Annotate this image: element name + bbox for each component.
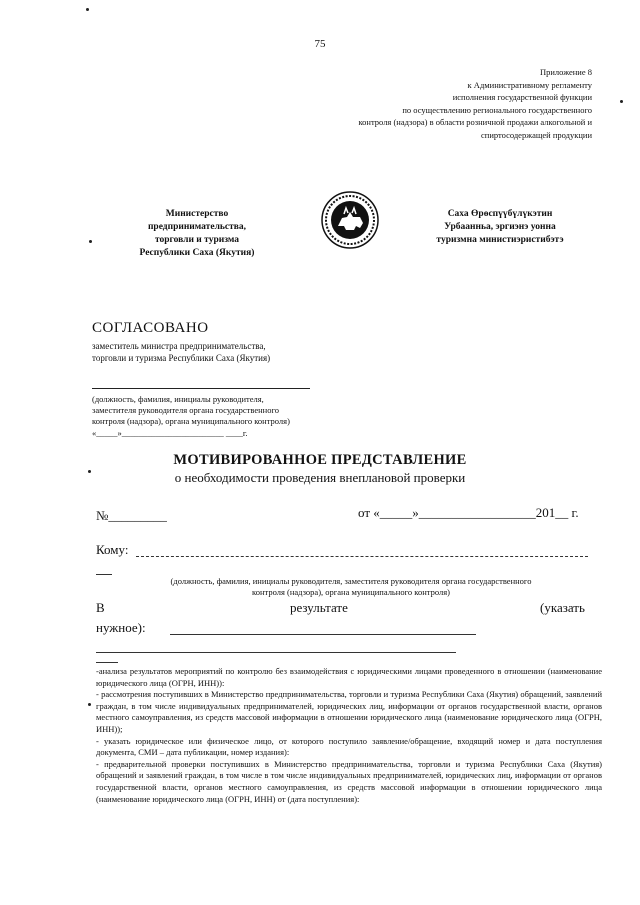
blank-line-short xyxy=(96,662,118,663)
ministry-name-sakha xyxy=(410,208,590,247)
body-paragraph: - указать юридическое или физическое лицо, от которого поступило заявление/обращение, входящий номер и дата поступления документа, СМИ – дата публикации, номер издания): xyxy=(96,735,602,758)
scan-speck xyxy=(86,8,89,11)
signature-caption-line: заместителя руководителя органа государственного xyxy=(92,405,279,415)
needed-line xyxy=(170,634,476,635)
appendix-line: контроля (надзора) в области розничной продажи алкогольной и xyxy=(358,117,592,127)
result-word: результате xyxy=(290,600,348,615)
recipient-line xyxy=(136,556,588,557)
ministry-sah-line: туризмна министиэристибэтэ xyxy=(436,235,564,245)
document-subtitle: о необходимости проведения внеплановой проверки xyxy=(174,470,466,485)
document-title: МОТИВИРОВАННОЕ ПРЕДСТАВЛЕНИЕ xyxy=(173,452,467,468)
appendix-line: исполнения государственной функции xyxy=(452,92,592,102)
ministry-ru-line: предпринимательства, xyxy=(147,222,247,232)
signature-line xyxy=(92,388,310,389)
appendix-line: по осуществлению регионального государственного xyxy=(402,104,592,115)
appendix-header xyxy=(262,66,592,141)
signature-caption-line: контроля (надзора), органа муниципального контроля) xyxy=(92,416,290,426)
body-paragraph: - предварительной проверки поступивших в Министерство предпринимательства, торговли и туризма Республики Саха (Якутия) обращений и заявлений граждан, в том числе в том числе индивидуальных предпринимателей, юридических лиц, информации от органов государственной власти, органов местного самоуправления, из средств массовой информации в отношении юридического лица (наименование юридического лица (ОГРН, ИНН) от (дата поступления): xyxy=(96,758,602,804)
scan-speck xyxy=(88,703,91,706)
ministry-ru-line: торговли и туризма xyxy=(154,235,240,245)
appendix-line: к Административному регламенту xyxy=(467,79,592,90)
agreed-position xyxy=(92,340,352,364)
agreed-title: СОГЛАСОВАНО xyxy=(92,320,209,336)
ministry-name-russian xyxy=(112,208,282,260)
recipient-caption-line: контроля (надзора), органа муниципального контроля) xyxy=(252,587,450,597)
recipient-short-line xyxy=(96,574,112,575)
document-date-field: от «_____»__________________201__ г. xyxy=(358,505,579,520)
signature-caption xyxy=(92,394,362,427)
ministry-sah-line: Саха Өрөспүүбүлүкэтин xyxy=(447,209,553,219)
recipient-label: Кому: xyxy=(96,542,129,557)
page-number: 75 xyxy=(314,38,326,50)
body-paragraph: - рассмотрения поступивших в Министерство предпринимательства, торговли и туризма Республики Саха (Якутия) обращений, заявлений граждан, в том числе индивидуальных предпринимателей, юридических лиц, информации от органов государственной власти, органов местного самоуправления, из средств массовой информации в отношении юридического лица (наименование юридического лица (ОГРН, ИНН)); xyxy=(96,689,602,734)
ministry-ru-line: Министерство xyxy=(165,209,229,219)
agreed-line: заместитель министра предпринимательства, xyxy=(92,341,266,351)
recipient-caption xyxy=(96,576,606,598)
scan-speck xyxy=(89,240,92,243)
coat-of-arms-emblem xyxy=(320,190,380,250)
needed-label: нужное): xyxy=(96,620,146,635)
ministry-ru-line: Республики Саха (Якутия) xyxy=(139,248,255,258)
result-word: (указать xyxy=(540,600,585,615)
agreed-date-line: «_____»________________________ ____г. xyxy=(92,428,248,438)
appendix-line: Приложение 8 xyxy=(540,67,592,77)
ministry-sah-line: Урбаанньа, эргиэнэ уонна xyxy=(444,222,556,232)
body-paragraphs xyxy=(96,666,602,805)
body-paragraph: -анализа результатов мероприятий по контролю без взаимодействия с юридическими лицами проведенного в отношении (наименование юридического лица (ОГРН, ИНН)): xyxy=(96,666,602,688)
appendix-line: спиртосодержащей продукции xyxy=(481,129,592,140)
blank-line xyxy=(96,652,456,653)
document-number-field: №_________ xyxy=(96,508,167,523)
recipient-caption-line: (должность, фамилия, инициалы руководителя, заместителя руководителя органа государственного xyxy=(170,576,532,586)
agreed-line: торговли и туризма Республики Саха (Якутия) xyxy=(92,353,271,363)
scan-speck xyxy=(620,100,623,103)
signature-caption-line: (должность, фамилия, инициалы руководителя, xyxy=(92,394,264,404)
result-word: В xyxy=(96,600,105,615)
